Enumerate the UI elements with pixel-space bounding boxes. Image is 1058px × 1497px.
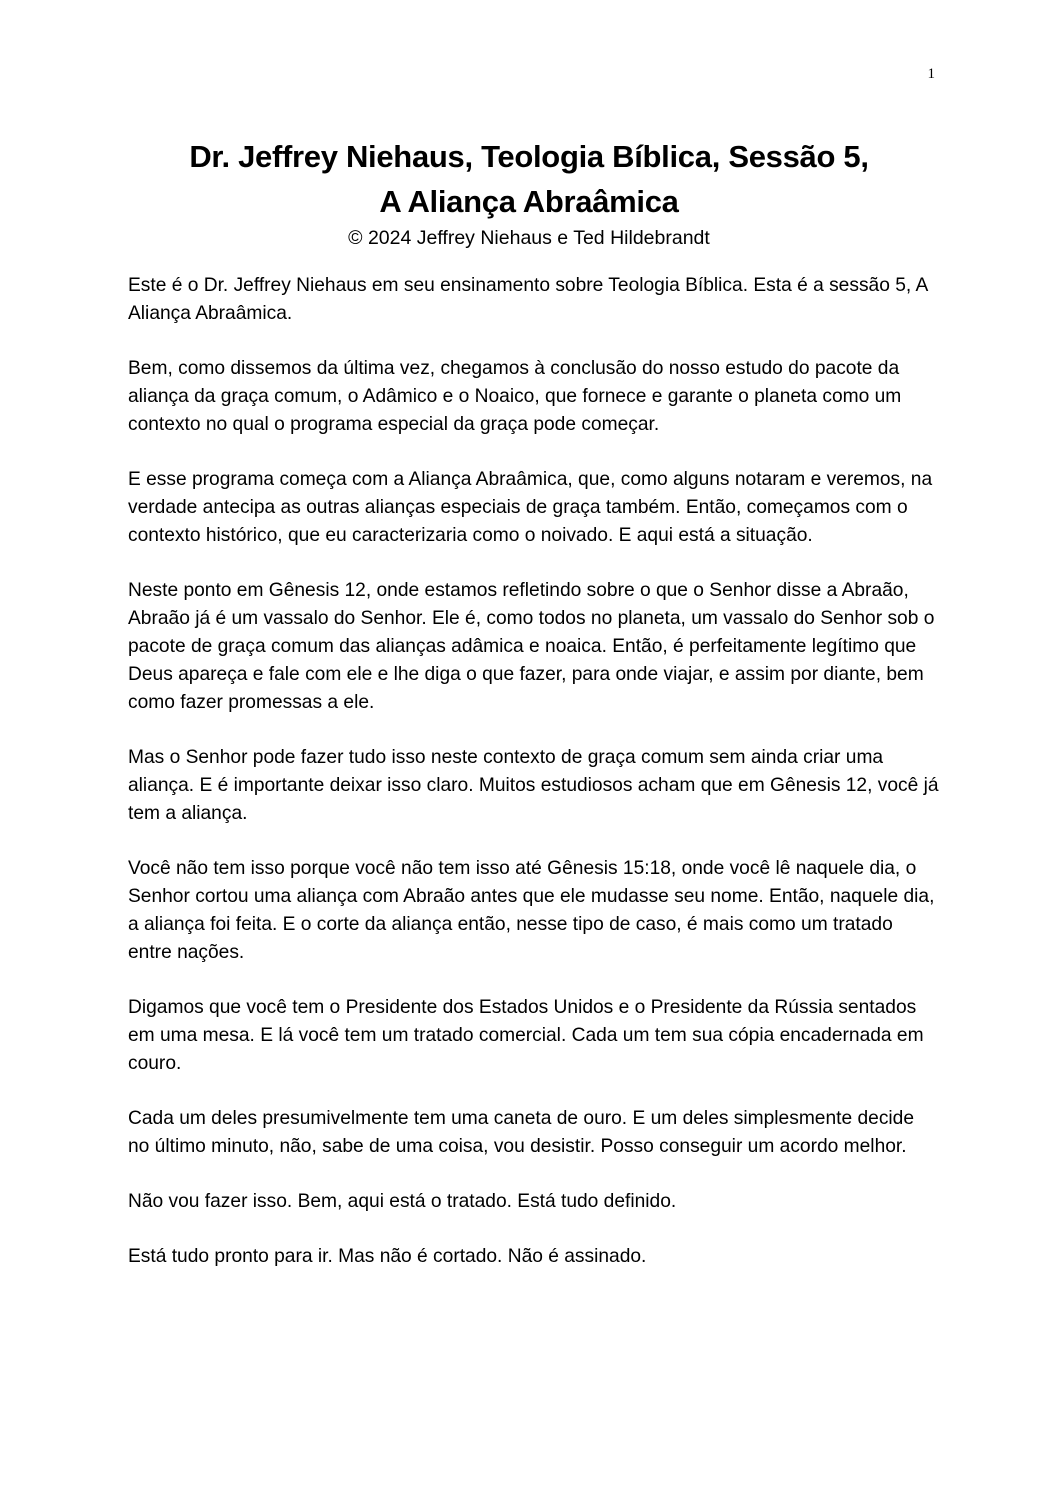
paragraph: Digamos que você tem o Presidente dos Estados Unidos e o Presidente da Rússia sentados em uma mesa. E lá você tem um tratado comercial. Cada um tem sua cópia encadernada em couro. bbox=[128, 997, 924, 1074]
paragraph: Este é o Dr. Jeffrey Niehaus em seu ensinamento sobre Teologia Bíblica. Esta é a sessão 5, A Aliança Abraâmica. bbox=[128, 275, 928, 324]
paragraph: Você não tem isso porque você não tem isso até Gênesis 15:18, onde você lê naquele dia, o Senhor cortou uma aliança com Abraão antes que ele mudasse seu nome. Então, naquele dia, a aliança foi feita. E o corte da aliança então, nesse tipo de caso, é mais como um tratado entre nações. bbox=[128, 858, 935, 963]
document-body bbox=[128, 272, 940, 1298]
page-number: 1 bbox=[927, 66, 935, 82]
paragraph: Está tudo pronto para ir. Mas não é cortado. Não é assinado. bbox=[128, 1246, 647, 1267]
document-title-line-1: Dr. Jeffrey Niehaus, Teologia Bíblica, Sessão 5, bbox=[189, 139, 869, 174]
copyright-notice: © 2024 Jeffrey Niehaus e Ted Hildebrandt bbox=[348, 227, 710, 249]
paragraph: Mas o Senhor pode fazer tudo isso neste contexto de graça comum sem ainda criar uma aliança. E é importante deixar isso claro. Muitos estudiosos acham que em Gênesis 12, você já tem a aliança. bbox=[128, 747, 939, 824]
paragraph: E esse programa começa com a Aliança Abraâmica, que, como alguns notaram e veremos, na verdade antecipa as outras alianças especiais de graça também. Então, começamos com o contexto histórico, que eu caracterizaria como o noivado. E aqui está a situação. bbox=[128, 469, 933, 546]
document-header bbox=[0, 134, 1058, 251]
document-title-line-2: A Aliança Abraâmica bbox=[379, 184, 679, 219]
paragraph: Bem, como dissemos da última vez, chegamos à conclusão do nosso estudo do pacote da aliança da graça comum, o Adâmico e o Noaico, que fornece e garante o planeta como um contexto no qual o programa especial da graça pode começar. bbox=[128, 358, 902, 435]
paragraph: Neste ponto em Gênesis 12, onde estamos refletindo sobre o que o Senhor disse a Abraão, Abraão já é um vassalo do Senhor. Ele é, como todos no planeta, um vassalo do Senhor sob o pacote de graça comum das alianças adâmica e noaica. Então, é perfeitamente legítimo que Deus apareça e fale com ele e lhe diga o que fazer, para onde viajar, e assim por diante, bem como fazer promessas a ele. bbox=[128, 580, 935, 713]
paragraph: Não vou fazer isso. Bem, aqui está o tratado. Está tudo definido. bbox=[128, 1191, 677, 1212]
paragraph: Cada um deles presumivelmente tem uma caneta de ouro. E um deles simplesmente decide no último minuto, não, sabe de uma coisa, vou desistir. Posso conseguir um acordo melhor. bbox=[128, 1108, 915, 1157]
